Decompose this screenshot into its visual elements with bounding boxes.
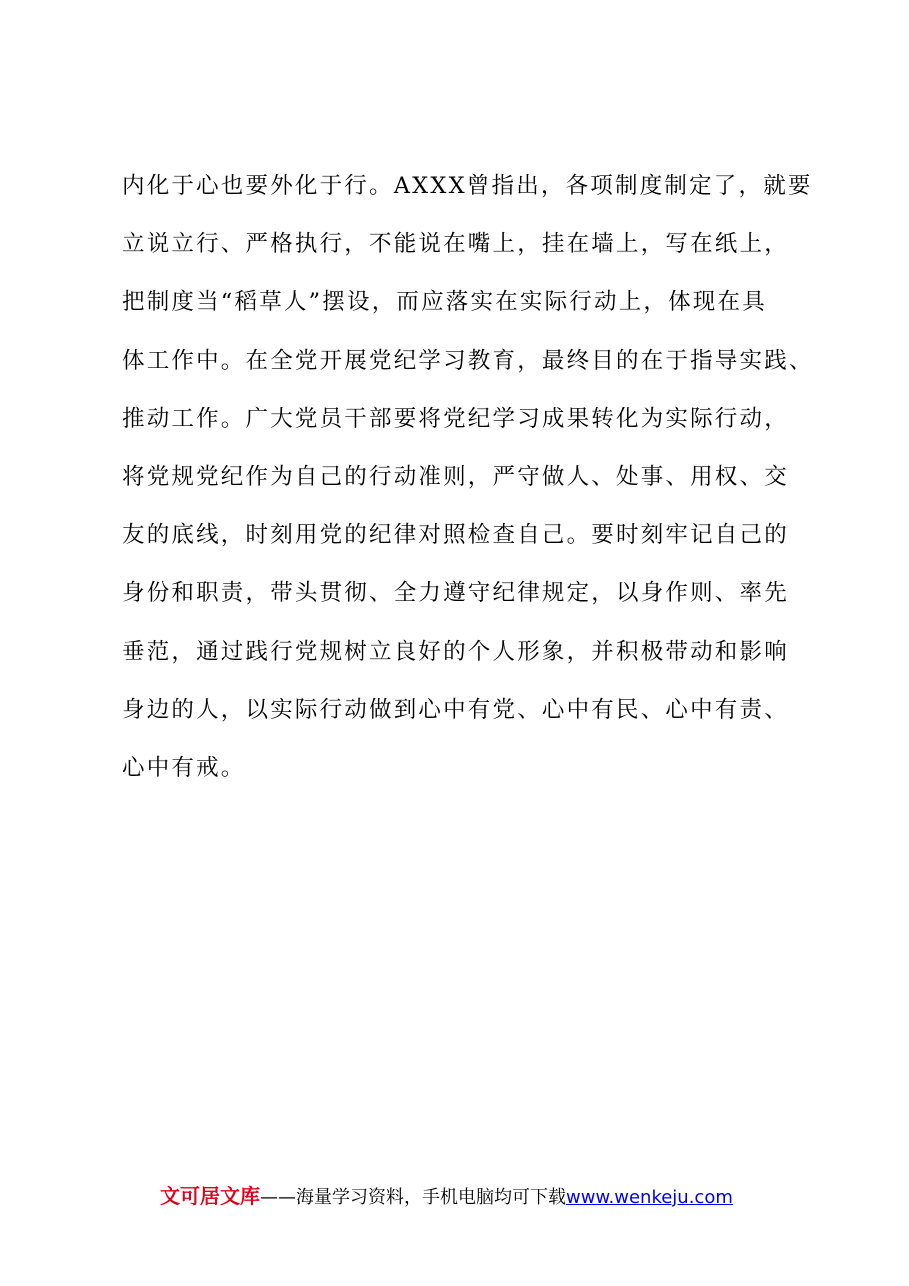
paragraph-line: 身边的人，以实际行动做到心中有党、心中有民、心中有责、 xyxy=(122,696,789,723)
paragraph-line: 将党规党纪作为自己的行动准则，严守做人、处事、用权、交 xyxy=(122,463,789,490)
paragraph-line: 体工作中。在全党开展党纪学习教育，最终目的在于指导实践、 xyxy=(122,347,814,374)
paragraph-line: 友的底线，时刻用党的纪律对照检查自己。要时刻牢记自己的 xyxy=(122,522,789,549)
footer-brand: 文可居文库 xyxy=(160,1184,260,1208)
footer-website-link[interactable]: www.wenkeju.com xyxy=(566,1187,733,1208)
paragraph-line: 心中有戒。 xyxy=(122,754,246,781)
paragraph-line: 立说立行、严格执行，不能说在嘴上，挂在墙上，写在纸上， xyxy=(122,231,789,258)
paragraph-line: 内化于心也要外化于行。AXXX曾指出，各项制度制定了，就要 xyxy=(122,173,813,199)
footer-tagline: 海量学习资料，手机电脑均可下载 xyxy=(296,1187,566,1208)
footer-banner xyxy=(160,1182,800,1210)
body-paragraph xyxy=(122,164,822,804)
footer-separator: —— xyxy=(260,1187,296,1208)
paragraph-line: 把制度当“稻草人”摆设，而应落实在实际行动上，体现在具 xyxy=(122,289,767,316)
paragraph-line: 推动工作。广大党员干部要将党纪学习成果转化为实际行动， xyxy=(122,405,789,432)
paragraph-line: 身份和职责，带头贯彻、全力遵守纪律规定，以身作则、率先 xyxy=(122,580,789,607)
paragraph-line: 垂范，通过践行党规树立良好的个人形象，并积极带动和影响 xyxy=(122,638,789,665)
